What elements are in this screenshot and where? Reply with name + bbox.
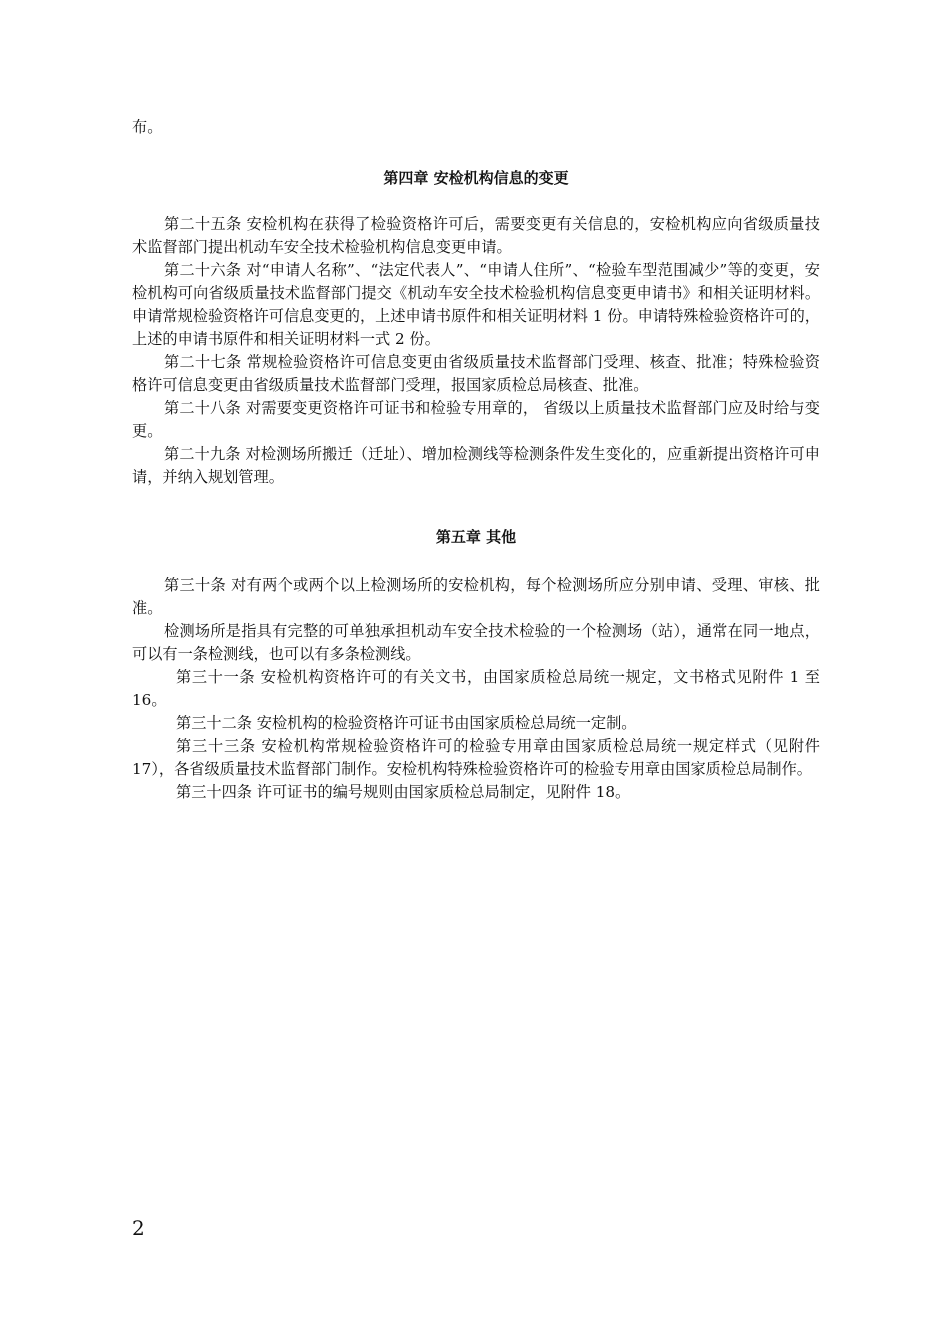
chapter-4-body (132, 213, 820, 489)
testing-site-definition: 检测场所是指具有完整的可单独承担机动车安全技术检验的一个检测场（站），通常在同一地点，可以有一条检测线，也可以有多条检测线。 (132, 622, 820, 663)
article-28: 第二十八条 对需要变更资格许可证书和检验专用章的， 省级以上质量技术监督部门应及时给与变更。 (132, 399, 820, 440)
chapter-5-heading: 第五章 其他 (435, 528, 517, 546)
article-31: 第三十一条 安检机构资格许可的有关文书，由国家质检总局统一规定，文书格式见附件 1 至 16。 (132, 668, 820, 709)
article-30: 第三十条 对有两个或两个以上检测场所的安检机构，每个检测场所应分别申请、受理、审核、批准。 (132, 576, 820, 617)
article-25: 第二十五条 安检机构在获得了检验资格许可后，需要变更有关信息的，安检机构应向省级质量技术监督部门提出机动车安全技术检验机构信息变更申请。 (132, 215, 820, 256)
article-34: 第三十四条 许可证书的编号规则由国家质检总局制定，见附件 18。 (176, 783, 631, 801)
article-26: 第二十六条 对“申请人名称”、“法定代表人”、“申请人住所”、“检验车型范围减少”等的变更，安检机构可向省级质量技术监督部门提交《机动车安全技术检验机构信息变更申请书》和相关证明材料。申请常规检验资格许可信息变更的，上述申请书原件和相关证明材料 1 份。申请特殊检验资格许可的，上述的申请书原件和相关证明材料一式 2 份。 (132, 261, 820, 348)
chapter-5-body (132, 574, 820, 804)
fragment-text: 布。 (132, 118, 163, 136)
article-29: 第二十九条 对检测场所搬迁（迁址）、增加检测线等检测条件发生变化的，应重新提出资格许可申请，并纳入规划管理。 (132, 445, 820, 486)
article-32: 第三十二条 安检机构的检验资格许可证书由国家质检总局统一定制。 (176, 714, 637, 732)
article-27: 第二十七条 常规检验资格许可信息变更由省级质量技术监督部门受理、核查、批准；特殊检验资格许可信息变更由省级质量技术监督部门受理，报国家质检总局核查、批准。 (132, 353, 820, 394)
chapter-4-heading: 第四章 安检机构信息的变更 (383, 169, 569, 187)
article-33: 第三十三条 安检机构常规检验资格许可的检验专用章由国家质检总局统一规定样式（见附件 17），各省级质量技术监督部门制作。安检机构特殊检验资格许可的检验专用章由国家质检总局制作。 (132, 737, 820, 778)
page-number: 2 (132, 1216, 145, 1240)
